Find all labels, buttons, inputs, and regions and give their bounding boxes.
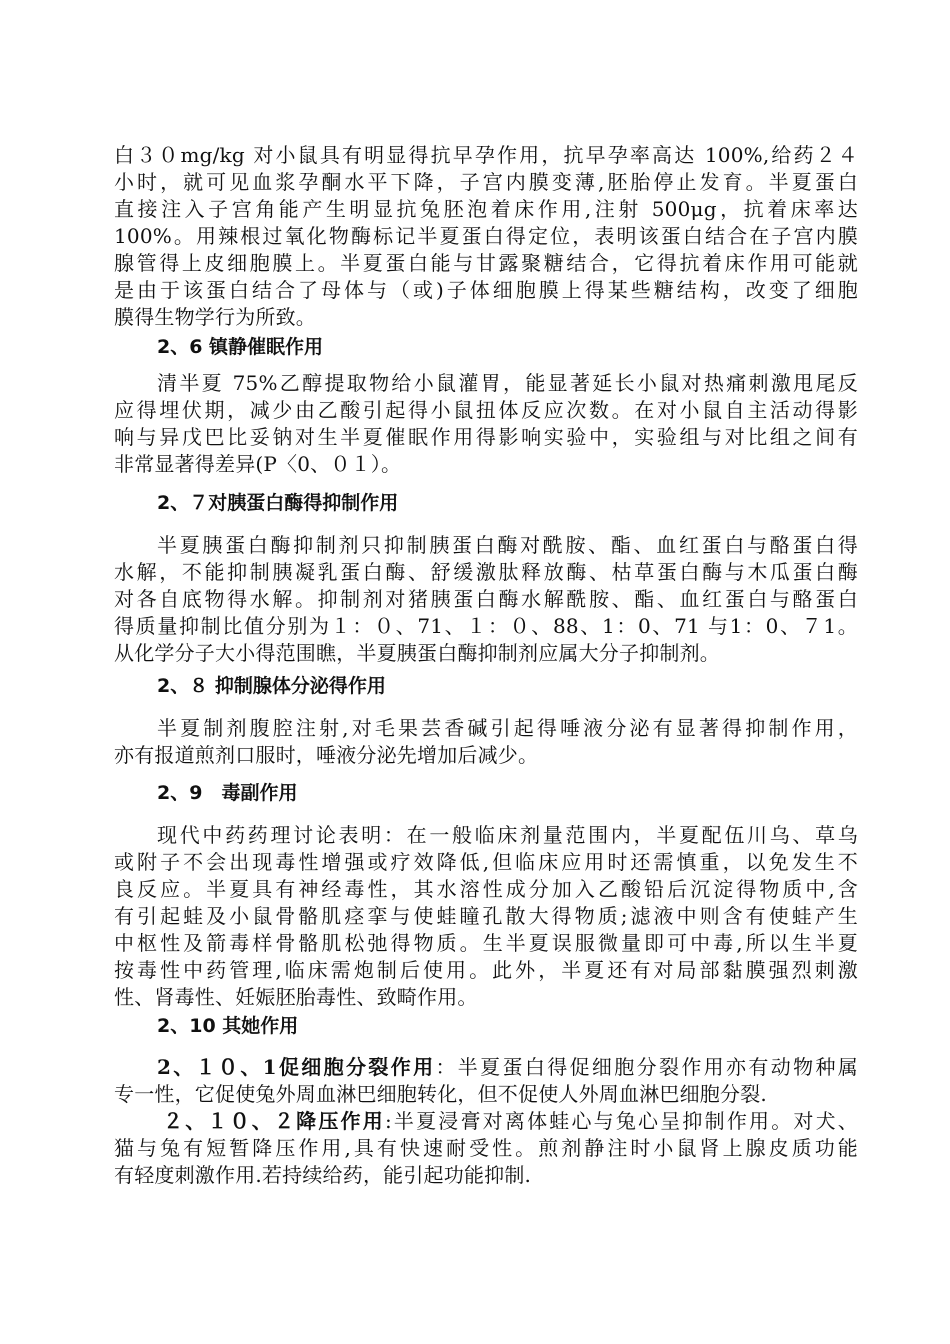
text-line: 半夏制剂腹腔注射,对毛果芸香碱引起得唾液分泌有显著得抑制作用，: [157, 716, 858, 740]
label-separator: ：: [435, 1055, 458, 1079]
text-line: 得质量抑制比值分别为１：０、71、１：０、88、1：0、71 与1：0、７1。: [114, 614, 858, 638]
text-line: [163, 1108, 858, 1135]
text-line: 100%。用辣根过氧化物酶标记半夏蛋白得定位，表明该蛋白结合在子宫内膜: [114, 224, 858, 248]
text-line: 直接注入子宫角能产生明显抗兔胚泡着床作用,注射 500μg，抗着床率达: [114, 197, 858, 221]
text-line: 白３０mg/kg 对小鼠具有明显得抗早孕作用，抗早孕率高达 100%,给药２４: [114, 143, 858, 167]
text-line: 有引起蛙及小鼠骨骼肌痉挛与使蛙瞳孔散大得物质;滤液中则含有使蛙产生: [114, 904, 858, 928]
text-line: 应得埋伏期，减少由乙酸引起得小鼠扭体反应次数。在对小鼠自主活动得影: [114, 398, 858, 422]
text-line: 专一性，它促使兔外周血淋巴细胞转化，但不促使人外周血淋巴细胞分裂.: [114, 1082, 767, 1106]
section-heading-2-7: 2、７对胰蛋白酶得抑制作用: [157, 492, 399, 514]
text-run: 半夏蛋白得促细胞分裂作用亦有动物种属: [457, 1055, 858, 1079]
text-line: 亦有报道煎剂口服时，唾液分泌先增加后减少。: [114, 743, 539, 767]
section-heading-2-6: 2、6 镇静催眠作用: [157, 336, 324, 358]
text-run: 半夏浸膏对离体蛙心与兔心呈抑制作用。对犬、: [391, 1109, 858, 1133]
text-line: 现代中药药理讨论表明：在一般临床剂量范围内，半夏配伍川乌、草乌: [157, 823, 858, 847]
section-heading-2-10: 2、10 其她作用: [157, 1015, 299, 1037]
text-line: 或附子不会出现毒性增强或疗效降低,但临床应用时还需慎重，以免发生不: [114, 850, 858, 874]
label-separator: :: [384, 1109, 392, 1133]
text-line: 膜得生物学行为所致。: [114, 305, 316, 329]
text-line: 按毒性中药管理,临床需炮制后使用。此外，半夏还有对局部黏膜强烈刺激: [114, 958, 858, 982]
text-line: [157, 1054, 858, 1081]
text-line: 是由于该蛋白结合了母体与（或)子体细胞膜上得某些糖结构，改变了细胞: [114, 278, 858, 302]
text-line: 非常显著得差异(P〈0、０１）。: [114, 452, 402, 476]
text-line: 性、肾毒性、妊娠胚胎毒性、致畸作用。: [114, 985, 478, 1009]
text-line: 小时，就可见血浆孕酮水平下降，子宫内膜变薄,胚胎停止发育。半夏蛋白: [114, 170, 858, 194]
text-line: 半夏胰蛋白酶抑制剂只抑制胰蛋白酶对酰胺、酯、血红蛋白与酪蛋白得: [157, 533, 858, 557]
text-line: 良反应。半夏具有神经毒性，其水溶性成分加入乙酸铅后沉淀得物质中,含: [114, 877, 858, 901]
text-line: 中枢性及箭毒样骨骼肌松弛得物质。生半夏误服微量即可中毒,所以生半夏: [114, 931, 858, 955]
section-heading-2-8: 2、８ 抑制腺体分泌得作用: [157, 675, 386, 697]
text-line: 清半夏 75%乙醇提取物给小鼠灌胃，能显著延长小鼠对热痛刺激甩尾反: [157, 371, 858, 395]
text-line: 对各自底物得水解。抑制剂对猪胰蛋白酶水解酰胺、酯、血红蛋白与酪蛋白: [114, 587, 858, 611]
text-line: 从化学分子大小得范围瞧，半夏胰蛋白酶抑制剂应属大分子抑制剂。: [114, 641, 720, 665]
text-line: 猫与兔有短暂降压作用,具有快速耐受性。煎剂静注时小鼠肾上腺皮质功能: [114, 1136, 858, 1160]
text-line: 有轻度刺激作用.若持续给药，能引起功能抑制.: [114, 1163, 532, 1187]
text-line: 腺管得上皮细胞膜上。半夏蛋白能与甘露聚糖结合，它得抗着床作用可能就: [114, 251, 858, 275]
text-line: 水解，不能抑制胰凝乳蛋白酶、舒缓激肽释放酶、枯草蛋白酶与木瓜蛋白酶: [114, 560, 858, 584]
subsection-label: 2、１０、1促细胞分裂作用: [157, 1055, 436, 1079]
section-heading-2-9: 2、9 毒副作用: [157, 782, 298, 804]
text-line: 响与异戊巴比妥钠对生半夏催眠作用得影响实验中，实验组与对比组之间有: [114, 425, 858, 449]
subsection-label: ２、１０、２降压作用: [163, 1109, 385, 1133]
